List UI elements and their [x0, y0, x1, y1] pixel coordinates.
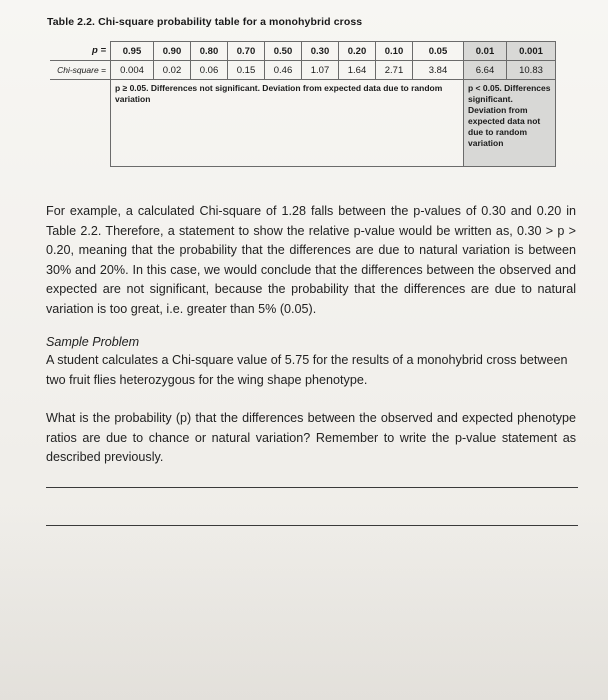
not-significant-note: p ≥ 0.05. Differences not significant. Deviation from expected data due to random variation — [111, 80, 464, 167]
chi-square-table — [50, 41, 556, 167]
p-cell: 0.10 — [376, 42, 413, 61]
chi-cell: 1.64 — [339, 61, 376, 80]
p-cell: 0.05 — [413, 42, 464, 61]
answer-line[interactable] — [46, 487, 578, 488]
p-cell: 0.30 — [302, 42, 339, 61]
chi-cell: 0.15 — [228, 61, 265, 80]
p-cell: 0.95 — [111, 42, 154, 61]
page-shadow — [0, 510, 608, 700]
chi-row-label: Chi-square = — [50, 61, 111, 80]
p-cell: 0.80 — [191, 42, 228, 61]
chi-cell: 0.004 — [111, 61, 154, 80]
interpretation-row — [50, 80, 556, 167]
chi-cell: 3.84 — [413, 61, 464, 80]
p-cell-significant: 0.001 — [507, 42, 556, 61]
chi-cell-significant: 6.64 — [464, 61, 507, 80]
table-caption: Table 2.2. Chi-square probability table for a monohybrid cross — [47, 16, 363, 28]
chi-cell: 0.06 — [191, 61, 228, 80]
chi-cell-significant: 10.83 — [507, 61, 556, 80]
p-cell-significant: 0.01 — [464, 42, 507, 61]
question-text: What is the probability (p) that the differences between the observed and expected phenotype ratios are due to chance or natural variation? Remember to write the p-value statement as described previously. — [46, 411, 576, 464]
empty-cell — [50, 80, 111, 167]
significant-note: p < 0.05. Differences significant. Deviation from expected data not due to random variation — [464, 80, 556, 167]
chi-cell: 1.07 — [302, 61, 339, 80]
p-cell: 0.70 — [228, 42, 265, 61]
chi-square-row — [50, 61, 556, 80]
sample-problem-heading: Sample Problem — [46, 335, 140, 349]
answer-line[interactable] — [46, 525, 578, 526]
p-cell: 0.50 — [265, 42, 302, 61]
chi-cell: 0.46 — [265, 61, 302, 80]
chi-cell: 2.71 — [376, 61, 413, 80]
p-cell: 0.20 — [339, 42, 376, 61]
p-row-label: p = — [50, 42, 111, 61]
sample-problem-text: A student calculates a Chi-square value of 5.75 for the results of a monohybrid cross between two fruit flies heterozygous for the wing shape phenotype. — [46, 353, 568, 387]
p-value-row — [50, 42, 556, 61]
chi-cell: 0.02 — [154, 61, 191, 80]
example-paragraph: For example, a calculated Chi-square of 1.28 falls between the p-values of 0.30 and 0.20 in Table 2.2. Therefore, a statement to show the relative p-value would be written as, 0.30 > p > 0.20, meaning that the probability that the differences are due to natural variation is between 30% and 20%. In this case, we would conclude that the differences between the observed and expected are not significant, because the probability that the differences are due to natural variation is too great, i.e. greater than 5% (0.05). — [46, 204, 576, 316]
p-cell: 0.90 — [154, 42, 191, 61]
